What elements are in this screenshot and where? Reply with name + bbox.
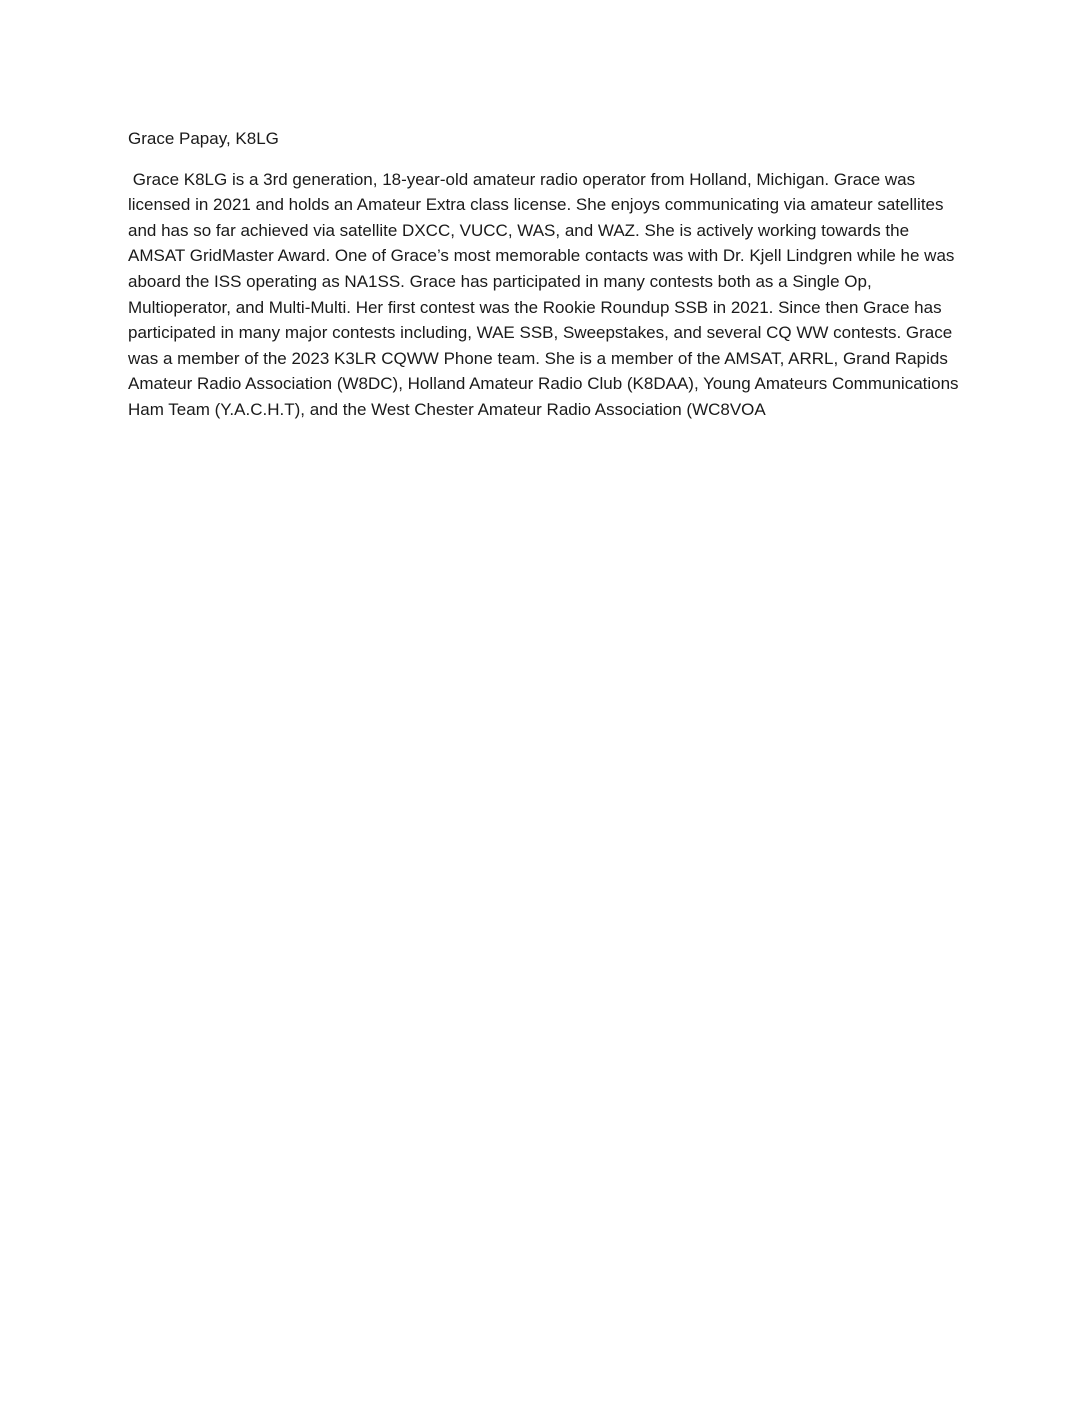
bio-paragraph: Grace K8LG is a 3rd generation, 18-year-old amateur radio operator from Holland, Michigan. Grace was licensed in 2021 and holds an Amateur Extra class license. She enjoys communicating via amateur satellites and has so far achieved via satellite DXCC, VUCC, WAS, and WAZ. She is actively working towards the AMSAT GridMaster Award. One of Grace’s most memorable contacts was with Dr. Kjell Lindgren while he was aboard the ISS operating as NA1SS. Grace has participated in many contests both as a Single Op, Multioperator, and Multi-Multi. Her first contest was the Rookie Roundup SSB in 2021. Since then Grace has participated in many major contests including, WAE SSB, Sweepstakes, and several CQ WW contests. Grace was a member of the 2023 K3LR CQWW Phone team. She is a member of the AMSAT, ARRL, Grand Rapids Amateur Radio Association (W8DC), Holland Amateur Radio Club (K8DAA), Young Amateurs Communications Ham Team (Y.A.C.H.T), and the West Chester Amateur Radio Association (WC8VOA xyxy=(128,169,964,419)
document-title: Grace Papay, K8LG xyxy=(128,129,279,148)
